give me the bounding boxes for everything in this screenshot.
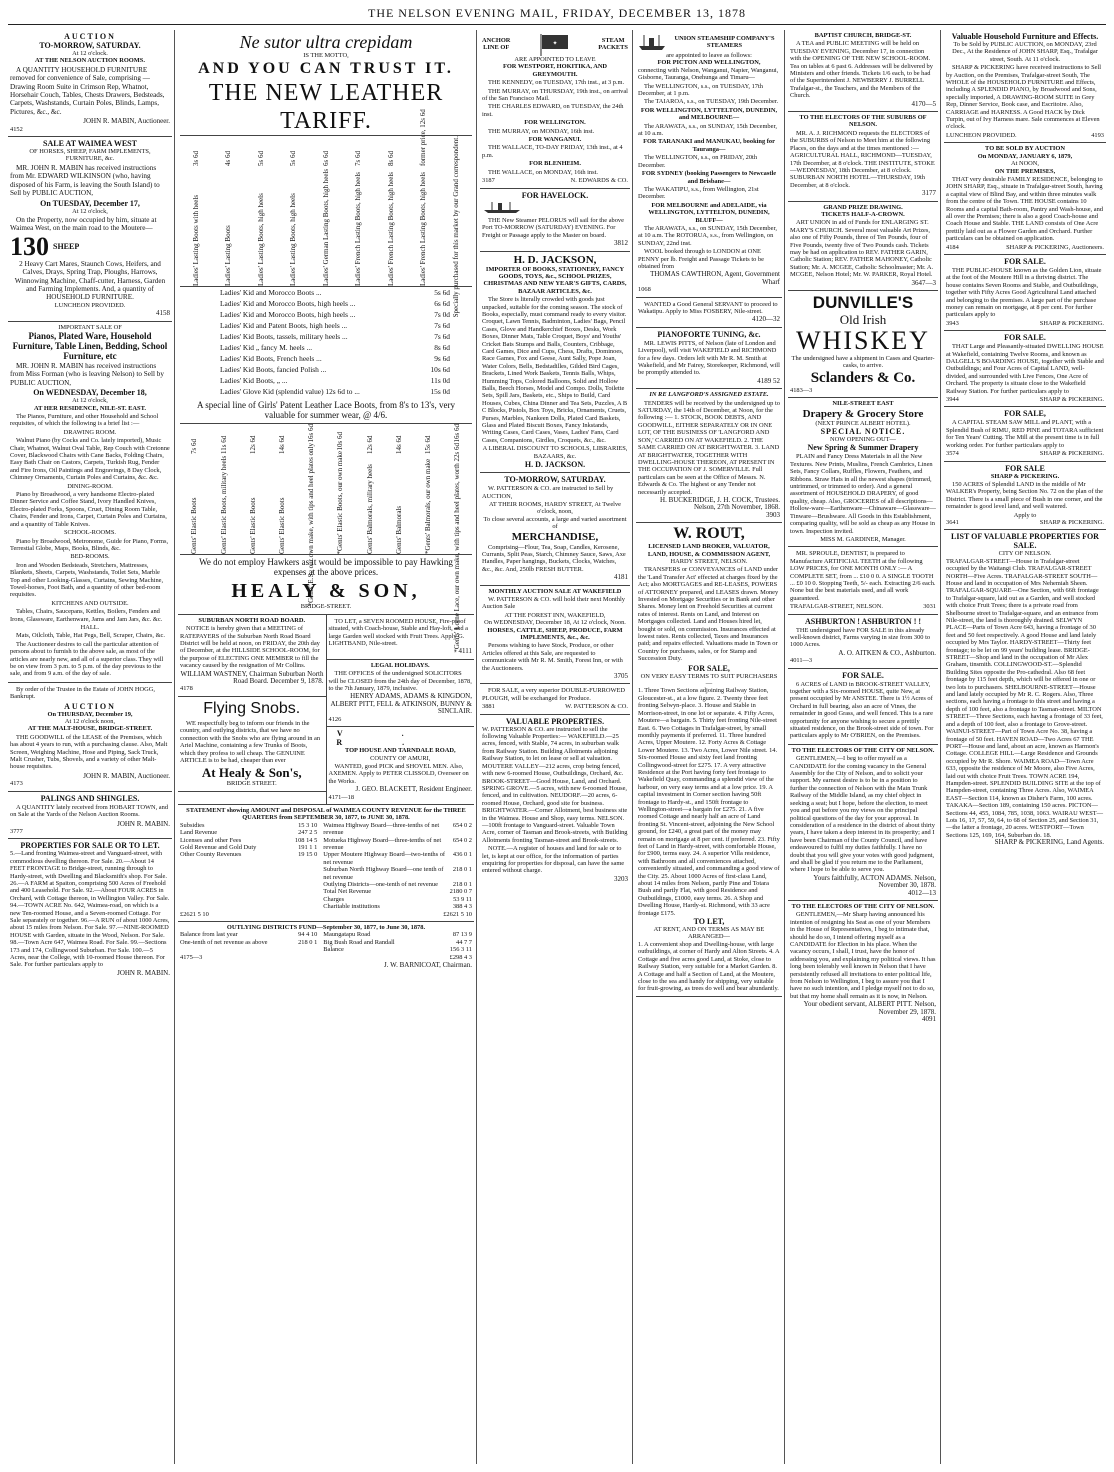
ledger-row — [180, 939, 317, 946]
boot-name: Ladies' French Lasting Boots, high heels — [386, 172, 395, 287]
ledger-amount: 247 2 5 — [298, 829, 318, 837]
ledger-item: Land Revenue — [180, 829, 218, 837]
ledger-item: Maungatapu Road — [323, 931, 371, 939]
boot-price: 7s 6d — [354, 151, 363, 167]
ledger-amount: 44 7 7 — [456, 938, 472, 946]
boot-entry — [257, 136, 265, 286]
boot-entry — [451, 136, 460, 318]
boot-price-row — [180, 309, 472, 320]
ledger-item: Balance from last year — [180, 931, 238, 939]
boot-price: 8s 6d — [434, 343, 450, 353]
boot-name: Gents' Elastic Boots — [277, 497, 286, 555]
ledger-row — [323, 822, 472, 837]
ledger-item: Other County Revenues — [180, 851, 242, 859]
boot-name: Ladies' Kid Boots, „ ... — [220, 376, 288, 386]
boot-price-row — [180, 298, 472, 309]
boot-name: Ladies' Kid and Patent Boots, high heels ... — [220, 321, 348, 331]
boot-entry — [192, 136, 200, 286]
boot-price: 14s 6d — [394, 435, 403, 455]
boot-price: 3s 6d — [192, 151, 201, 167]
boot-price: 5s 6d — [256, 151, 265, 167]
boot-entry — [419, 109, 428, 287]
ledger-row — [180, 844, 317, 851]
boot-name: Ladies' Kid „ fancy M. heels ... — [220, 343, 313, 353]
ledger-item: Licenses and other Fees — [180, 836, 242, 844]
waimea-county-statement: STATEMENT showing AMOUNT and DISPOSAL of WAIMEA COUNTY REVENUE for the THREE QUARTERS from SEPTEMBER 30, 1877, to JUNE 30, 1878. Subsidies 15 3 10 Land Revenue 247 2 5 Licenses and other Fees 108 14 5 Gold Revenue and Gold Duty 191 1 1 Other County Revenues 19 15 0 Waimea Highway Board—three-tenths of net revenue 654 0 2 Motueka Highway Board—three-tenths of net revenue 654 0 2 Upper Moutere Highway Board—two-tenths of net revenue 436 0 1 Suburban North Highway Board—one tenth of net revenue 218 0 1 Outlying Districts—one-tenth of net revenue 218 0 1 Total Net Revenue 2180 0 7 Charges 53 9 11 Charitable institutions 388 4 3 £2621 5 10 £2621 5 10 — [178, 805, 474, 922]
ledger-row — [323, 946, 472, 953]
ledger-item: Waimea Highway Board—three-tenths of net revenue — [323, 821, 440, 837]
boot-price: 10s 6d — [430, 365, 450, 375]
plough-for-sale-ad: FOR SALE, a very superior DOUBLE-FURROWED PLOUGH, will be exchanged for Produce. 3881 W. PATTERSON & CO. — [480, 684, 630, 714]
dentist-ad: MR. SPROULE, DENTIST, is prepared to Manufacture ARTIFICIAL TEETH at the following LOW PRICES, for ONE MONTH ONLY :— A COMPLETE SET, from ... £10 0 0. A SINGLE TOOTH ... £0 10 0. Stopping Teeth, 5/- each. Extracting 2/6 each. None but the best materials used, and all work guaranteed. TRAFALGAR-STREET, NELSON. 3031 — [788, 547, 938, 614]
boot-price: 4s 6d — [224, 151, 233, 167]
ledger-row — [180, 829, 317, 836]
ledger-row — [323, 866, 472, 881]
ledger-amount: 654 0 2 — [452, 836, 472, 844]
boot-entry — [289, 136, 297, 286]
boot-price: 15s 6d — [423, 435, 432, 455]
ledger-item: Total Net Revenue — [323, 888, 372, 896]
boot-name: Ladies' Kid Boots, fancied Polish ... — [220, 365, 327, 375]
outlying-districts-fund: OUTLYING DISTRICTS FUND—September 30, 1877, to June 30, 1878. Balance from last year 94 4 10 One-tenth of net revenue as above 218 0 1 Maungatapu Road 87 13 9 Big Bush Road and Randall 44 7 7 Balance 156 3 11 4175—3 £298 4 3 J. W. BARNICOAT, Chairman. — [180, 924, 472, 970]
boot-price: 9s 6d — [434, 354, 450, 364]
boot-name: Ladies' Kid and Morocco Boots ... — [220, 288, 322, 298]
hd-jackson-ad: H. D. JACKSON, IMPORTER OF BOOKS, STATIONERY, FANCY GOODS, TOYS, &c., SCHOOL PRIZES, CHRISTMAS AND NEW YEAR'S GIFTS, CARDS, BAZAAR ARTICLES, &c. The Store is literally crowded with goods just unpacked, suitable for the coming season. The stock of Books, especially, must command ready to every visitor. Croquet, Lawn Tennis, Badminton, Ladies' Bags, Pencil Cases, Glove and Handkerchief Boxes, Desks, Work Boxes, Dinner Mats, Table Croquet, Boys' and Youths' Cricket Bats Stumps and Balls, Counters, Cribbage, Card Games, Dice and Cups, Chess, Drafts, Dominoes, Race Games, Fox and Geese, Aunt Sally, Pope Joan, Water Colors, Bells, Bedstadilles, Gilded Bird Cages, Brackets, Lined Work Baskets, Tennis Balls, Whips, Humming Tops, Colored Balloons, Solid and Hollow Balls, Beech Horses, Model and Compo. Dolls, Toilette Sets, Spill Jars, Baskets, etc., Ships to Build, Card Houses, Cubes, China Dinner and Tea Sets, Puzzles, A B C Blocks, Pistols, Box Toys, Bricks, Ornaments, Cruets, Purses, Marbles, Nankeen Dolls, Plated Card Baskets, Glass and Plated Biscuit Boxes, Fancy Inkstands, Writing Cases, Card Cases, Vases, Ladies' Fans, Card Cases, Companions, Girdles, Croquets, &c., &c. A LIBERAL DISCOUNT TO SCHOOLS, LIBRARIES, BAZAARS, &c. H. D. JACKSON. — [480, 252, 630, 474]
column-6 — [944, 30, 1106, 1464]
ledger-amount: 156 3 11 — [449, 946, 472, 954]
family-residence-auction-ad: TO BE SOLD BY AUCTION On MONDAY, JANUARY 6, 1879, At NOON, ON THE PREMISES, THAT very desirable FAMILY RESIDENCE, belonging to JOHN SHARP, Esq., situate in Trafalgar-street South, having a capital view of Blind Bay, and within three minutes walk from the centre of the Town. THE HOUSE contains 10 Rooms and a capital Bath-room, Pantry and Wash-house, and all over the Premises; there is also a good Coach-house and Coach House and Stable. THE LAND consists of One Acre prettily laid out as a Flower Garden and Orchard. Further particulars can be obtained on application. 4184 SHARP & PICKERING, Auctioneers. — [944, 143, 1106, 255]
boot-name: Gents' Elastic Boots, military heels — [219, 456, 228, 555]
brook-street-sale-ad: FOR SALE. 6 ACRES of LAND in BROOK-STREET VALLEY, together with a Six-roomed HOUSE, quite New, at present occupied by Mr ANSTEE. There is 1½ Acres of Orchard in full bearing, also an acre of Vines, the remainder in good Grass, and well fenced. This is a rare opportunity for anyone wishing to secure a prettily situated residence, on the Brook-street side of town. For particulars apply to Mr O'BRIEN, on the Premises. — [788, 669, 938, 745]
ledger-amount: 436 0 1 — [452, 851, 472, 859]
palings-ad: PALINGS AND SHINGLES. A QUANTITY lately received from HOBART TOWN, and on Sale at the Yards of the Nelson Auction Rooms. JOHN R. MABIN. 3777 — [8, 792, 172, 840]
boot-name: Specially purchased for this market by our Grand correspondent. — [451, 136, 460, 318]
properties-ad: PROPERTIES FOR SALE OR TO LET. 5.—Land fronting Waimea-street and Vanguard-street, with commodious dwelling thereon. For Sale. 20.—About 14 FEET FRONTAGE to Bridge-street, running through to Hardy-street, with Dwelling and Blacksmith's shop. For Sale. 26.—A FARM at Spaiton, comprising 500 Acres of Freehold and 400 Leasehold. For Sale. 92.—About FOUR ACRES in Orchard, with Cottage thereon, in Wellington Valley. For Sale. 94.—TOWN ACRE No. 642, Waimea-road, on which is a new Ten-roomed House, and a Seven-roomed Cottage. For Sale separately or together. 96.—A RUN of about 1000 Acres, about 15 miles from Nelson. For Sale. 97.—NINE-ROOMED HOUSE with Garden, situate in the Wood, Nelson. For Sale. 98.—Town Acre 647, Waimea Road. For Sale. 99.—Sections 173 and 174, Collingwood Suburban. For Sale. 100.—5 Acres, near the College, with 10-roomed House thereon. For Sale. For further particulars apply to JOHN R. MABIN. — [10, 841, 170, 977]
ledger-item: Charitable institutions — [323, 903, 380, 911]
ledger-row — [323, 903, 472, 910]
ledger-row — [323, 881, 472, 888]
boot-entry — [224, 136, 232, 286]
ledger-item: Motueka Highway Board—three-tenths of net revenue — [323, 836, 442, 851]
legal-holidays-ad: LEGAL HOLIDAYS. THE OFFICES of the undersigned SOLICITORS will be CLOSED from the 24th day of December, 1878, to the 7th January, 1879, inclusive. HENRY ADAMS, ADAMS & KINGDON, ALBERT PITT, FELL & ATKINSON, BUNNY & SINCLAIR. 4126 — [327, 660, 475, 727]
ledger-amount: 53 9 11 — [453, 895, 472, 903]
ledger-row — [323, 896, 472, 903]
column-2 — [178, 30, 474, 1464]
ledger-amount: 108 14 5 — [294, 836, 318, 844]
boot-price-row — [180, 375, 472, 386]
boot-price-row — [180, 386, 472, 397]
ledger-item: Balance — [323, 946, 344, 954]
ledger-amount: 218 0 1 — [298, 938, 318, 946]
boot-entry — [453, 424, 462, 653]
boot-name: *Gents' E.S., our own make, with tips and heel plates only — [307, 442, 316, 607]
boot-entry — [322, 136, 330, 286]
boot-price: 11s 6d — [219, 436, 228, 455]
boot-price: 5s 6d — [434, 288, 450, 298]
havelock-ad: FOR HAVELOCK. THE New Steamer PELORUS will sail for the above Port TO-MORROW (SATURDAY) EVENING. For Freight or Passage apply to the Master on board. 3812 — [480, 189, 630, 252]
patterson-saturday-ad: TO-MORROW, SATURDAY. W. PATTERSON & CO. are instructed to Sell by AUCTION, AT THEIR ROOMS, HARDY STREET, At Twelve o'clock, noon, To close several accounts, a large and varied assortment of MERCHANDISE, Comprising—Flour, Tea, Soap, Candles, Kerosene, Currants, Split Peas, Starch, Chimney Sauce, Saws, Axe Handles, Paper hangings, Buckets, Clocks, Watches, &c., &c. And, 250lb FRESH BUTTER. 4181 — [480, 473, 630, 585]
boot-price-row — [180, 353, 472, 364]
puramahoi-sale-ad: FOR SALE SHARP & PICKERING. 150 ACRES of Splendid LAND in the middle of Mr WALKER's Property, being Section No. 72 on the plan of the District. There is a small piece of Bush in one corner, and the remainder is good level land, and well watered. Apply to 3641 SHARP & PICKERING. — [944, 462, 1106, 531]
healy-son-title: HEALY & SON, — [231, 580, 421, 603]
column-4 — [636, 30, 782, 1464]
ledger-amount: 87 13 9 — [452, 931, 472, 939]
boot-price-row — [180, 287, 472, 298]
ledger-item: Charges — [323, 895, 345, 903]
whiskey-heading: WHISKEY — [796, 326, 930, 355]
ledger-item: Outlying Districts—one-tenth of net revenue — [323, 881, 438, 888]
union-steamship-ad: UNION STEAMSHIP COMPANY'S STEAMERS are appointed to leave as follows: FOR PICTON AND WELLINGTON, connecting with Nelson, Wanganui, Napier, Wanganui, Gisborne, Tauranga, Onehunga and Timaru— The WELLINGTON, s.s., on TUESDAY, 17th December, at 1 p.m. The TAIAROA, s.s., on TUESDAY, 19th December. FOR WELLINGTON, LYTTELTON, DUNEDIN, and MELBOURNE— The ARAWATA, s.s., on SUNDAY, 15th December, at 10 a.m. FOR TARANAKI and MANUKAU, booking for Tauranga— The WELLINGTON, s.s., on FRIDAY, 20th December. FOR SYDNEY (booking Passengers to Newcastle and Brisbane— The WAKATIPU, s.s., from Wellington, 21st December. FOR MELBOURNE and ADELAIDE, via WELLINGTON, LYTTELTON, DUNEDIN, BLUFF— The ARAWATA, s.s., on SUNDAY, 15th December, at 10 a.m. The ROTORUA, s.s., from Wellington, on SUNDAY, 22nd inst. WOOL booked through to LONDON at ONE PENNY per lb. Freight and Passage Tickets to be obtained from THOMAS CAWTHRON, Agent, Government Wharf 1068 — [636, 30, 782, 298]
boot-price: 16s 6d — [453, 424, 462, 443]
boot-price: 7s 6d — [434, 321, 450, 331]
boot-name: Gents' Balmorals — [394, 506, 403, 555]
boot-name: *Gents' Balmorals, our own make — [423, 459, 432, 555]
albert-pitt-electors-ad: TO THE ELECTORS OF THE CITY OF NELSON. GENTLEMEN,—Mr Sharp having announced his intention of resigning his Seat as one of your Members in the House of Representatives, I beg to intimate that, should he do so, I intend offering myself as a CANDIDATE for Election in his place. When the vacancy occurs, I shall, I trust, have the honor of addressing you, and explaining my political views. It has long been tolerably well known in Nelson that I have persistently refused all invitations to enter political life, from Nelson to Wellington, I beg to assure you that I have no such intention, and I pledge myself not to do so, but that my home shall remain as it is now, in Nelson. Your obedient servant, ALBERT PITT. Nelson, November 29, 1878. 4091 — [790, 902, 936, 1024]
ledger-row — [180, 822, 317, 829]
boot-name: Ladies' French Lasting Boots, high heels — [354, 172, 363, 287]
boot-entry — [424, 424, 432, 554]
steamship-icon — [638, 32, 666, 52]
boot-name: Ladies' Kid and Morocco Boots, high heels ... — [220, 310, 356, 320]
boot-price: 12s 6d — [365, 435, 374, 455]
ashburton-ad: ASHBURTON ! ASHBURTON ! ! THE undersigned have FOR SALE in this already well-known district, Farms varying in size from 300 to 1000 Acres. A. O. AITKEN & CO., Ashburton. 4011—3 — [788, 615, 938, 669]
w-rout-ad: W. ROUT, LICENSED LAND BROKER, VALUATOR, LAND, HOUSE, & COMMISSION AGENT, HARDY STREET, NELSON. TRANSFERS or CONVEYANCES of LAND under the 'Land Transfer Act' effected at charges fixed by the Act; also MORTGAGES and RE-LEASES, POWERS of ATTORNEY prepared, and LEASES drawn. Money Invested on Mortgage Securities or in Bank and other Shares. Money lent on Freehold Securities at current rates of interest. Rents on Land, and Interest on Mortgages collected. Land and Houses hired let, bought or sold, on commission. Insurances effected at lowest rates. Rents collected, Taxes and Insurances paid; and repairs effected. Valuations made in Town or Country for purchases, sales, or for Stamp and Succession Duty. FOR SALE, ON VERY EASY TERMS TO SUIT PURCHASERS— 1. Three Town Sections adjoining Railway Station, Gloucester-st., at a low figure. 2. Twenty three feet fronting Selwyn-place. 3. House and Stable in Morrison-street, in one lot or separate. 4. Fifty Acres, Moutere—a bargain. 5. Thirty feet fronting Nile-street East. 6. Two Cottages in Trafalgar-street, by small monthly payments if preferred. 11. Three hundred Acres, Upper Moutere. 12. Forty Acres & Cottage Lower Moutere. 13. Two Acres, Lower Nile street. 14. Six-roomed House and sixty feet land fronting Collingwood-street for £275. 17. A very attractive Residence at the Port having forty feet frontage to Wakefield Quay, commanding a splendid view of the harbour, on very easy terms and at a low price. 19. A capital investment in Corner section having 50ft frontage to Hardy-st., and 150ft frontage to Wellington-street—a bargain for £275. 21. A five roomed Cottage and nearly half an acre of Land fronting St. Vincent-street, adjoining the New School ground, for £240, a great part of the money may remain on mortgage at 8 per cent. if preferred. 23. Fifty feet of Land in Hardy-street, with comfortable House, for £900, terms easy. 24. A superior Villa residence, with Bathroom and all conveniences attached, conveniently situated, and commanding a good view of the City. 25. About 1000 Acres of first-class Land, about 14 miles from Nelson, partly Pine and Totara Bush and partly Flat, with good Residence and Outbuildings, £1000, easy terms. 26. A Shop and Dwelling House, Hardy-st. Richmond, with 33 acre frontage £175. TO LET, AT RENT, AND ON TERMS AS MAY BE ARRANGED— 1. A convenient shop and Dwelling-house, with large outbuildings, at corner of Hardy and Alton Streets. 4. A Cottage and five acres good Land, at Stoke, close to Railway Station, very suitable for a Market Garden. 8. A Cottage and half a Section of Land, at the Moutere, close to the sea and handy for shipping, very suitable for fruit-growing, as trees do well and bear abundantly. — [636, 523, 782, 997]
top-rule — [8, 24, 1106, 25]
boot-name: Ladies' Kid Boots, French heels ... — [220, 354, 322, 364]
ledger-row — [323, 939, 472, 946]
ledger-item: Suburban North Highway Board—one tenth of net revenue — [323, 866, 444, 881]
boot-entry — [395, 424, 403, 554]
boot-price: 5s 6d — [289, 151, 298, 167]
boot-name: Gents' Elastic Boots — [190, 497, 199, 555]
boot-price-row — [180, 364, 472, 375]
ledger-item: Subsidies — [180, 821, 205, 829]
boot-price: 11s 0d — [430, 376, 450, 386]
ledger-amount: 218 0 1 — [452, 866, 472, 874]
ledger-amount: 388 4 3 — [452, 903, 472, 911]
public-house-sale-ad: FOR SALE. THE PUBLIC-HOUSE known as the Golden Lion, situate at the foot of the Moutere Hill in a thriving district. The house contains Seven Rooms and Stable, and Outbuildings, together with Fifty Acres Good Agricultural Land attached and belonging to the premises. A large part of the purchase money can remain on mortgage, at 8 per cent. For further particulars apply to 3943 SHARP & PICKERING. — [944, 255, 1106, 331]
ledger-amount: 2180 0 7 — [449, 888, 472, 896]
flag-icon — [537, 32, 571, 56]
flying-snobs-ad: Flying Snobs. WE respectfully beg to inform our friends in the country, and outlying districts, that we have no connection with the Snobs who are flying around in an Ariel Machine, containing a few Trunks of Boots, which they profess to sell cheap. The GENUINE ARTICLE is to be had, cheaper than ever At Healy & Son's, BRIDGE STREET. — [178, 697, 326, 792]
ledger-row — [180, 851, 317, 858]
boot-price-row — [180, 320, 472, 331]
valuable-properties-ad: VALUABLE PROPERTIES. W. PATTERSON & CO. are instructed to sell the following Valuable Properties:— WAKEFIELD.—25 acres, fenced, with Stable, 74 acres, in suburban walk from Railway Station. Building Allotments adjoining Railway Station, to let on lease or sell at valuation. MOUTERE VALLEY—212 acres, crop being fenced, with new 6-roomed House, Outbuildings, Orchard, &c. BROOK-STREET—Good House, Land, and Orchard. SPRING GROVE.—5 acres, with new 6-roomed House, fenced, and in cultivation. NEUDORF.—20 acres, 6-roomed House, Orchard, good site for business. BRIGHTWATER.—Corner Allotment, best business site in the Waimea. House and Shop, easy terms. NELSON.—100ft frontage to Vanguard-street. Valuable Town Acre, corner of Tasman and Brook-streets, with Building Allotments fronting Tasman-street and Brook-streets. NOTE.—A register of houses and land for sale or to let, is kept at our office, for the information of parties enquiring for properties for disposal, can have the same entered without charge. 3203 — [482, 716, 628, 883]
boot-name: Gents' Balmorals, military heels — [365, 464, 374, 555]
auction-ad-waimea-west: SALE AT WAIMEA WEST OF HORSES, SHEEP, FARM IMPLEMENTS, FURNITURE, &c. MR. JOHN R. MABIN has received instructions from Mr. EDWARD WILKINSON (who, having disposed of his Farm, is leaving the South Island) to Sell by PUBLIC AUCTION, On TUESDAY, December 17, At 12 o'clock, On the Property, now occupied by him, situate at Waimea West, on the main road to the Moutere— 130 SHEEP 2 Heavy Cart Mares, Staunch Cows, Heifers, and Calves, Drays, Spring Trap, Ploughs, Harrows, Winnowing Machine, Chaff-cutter, Harness, Garden and Farming Implements. And, a quantity of HOUSEHOLD FURNITURE. LUNCHEON PROVIDED. 4158 — [8, 137, 172, 322]
boot-entry — [336, 424, 344, 554]
auction-ad-saturday: AUCTION TO-MORROW, SATURDAY. At 12 o'clock. AT THE NELSON AUCTION ROOMS. A QUANTITY HOUSEHOLD FURNITURE removed for convenience of Sale, comprising — Drawing Room Suite in Crimson Rep, Whatnot, Horsehair Couch, Tables, Chests Drawers, Bedsteads, Carpets, Washstands, Curtain Poles, Blinds, Lamps, Pictures, &c., &c. JOHN R. MABIN, Auctioneer. 4152 — [8, 30, 172, 137]
acton-adams-electors-ad: TO THE ELECTORS OF THE CITY OF NELSON. GENTLEMEN,—I beg to offer myself as a CANDIDATE for the coming vacancy in the General Assembly for the City of Nelson, and to solicit your support. My earnest desire is to be in a position to further the connection of Nelson with the Main Trunk Railway of the Middle Island, as my chief object in seeking a seat; but I hope, before the election, to meet you and put before you my views on the principal political questions of the day for your approval. In consideration of a residence in the district of about thirty years, I have taken a deep interest in its prosperity; and I have been Chairman of the County Council, and have endeavoured to fulfil my duties faithfully. I have no doubt that you will give your votes with good judgment, and shall be glad if you return me to the Parliament, where I hope to be able to serve you. Yours faithfully, ACTON ADAMS. Nelson, November 30, 1878. 4012—13 — [788, 745, 938, 901]
ledger-row — [180, 931, 317, 938]
boot-price: 10s 6d — [336, 432, 345, 451]
baptist-church-ad: BAPTIST CHURCH, BRIDGE-ST. A TEA and PUBLIC MEETING will be held on TUESDAY EVENING, December 17, in connection with the OPENING OF THE NEW SCHOOL-ROOM. Tea on tables at 6 past 6. Addresses will be delivered by Ministers and other friends. Tickets 1/6 each, to be had of the Superintendent J. NEWBERRY J. BURRELL Trafalgar-st., the Teachers, and the Members of the Church. 4170—5 — [788, 30, 938, 112]
boot-price-row — [180, 331, 472, 342]
dunvilles-whiskey-ad: DUNVILLE'S Old Irish WHISKEY The undersigned have a shipment in Cases and Quarter-casks, to arrive. Sclanders & Co. 4183—3 — [788, 291, 938, 398]
langford-estate-ad: IN RE LANGFORD'S ASSIGNED ESTATE. TENDERS will be received by the undersigned up to SATURDAY, the 14th of December, at Noon, for the following :— 1. STOCK, BOOK DEBTS, AND GOODWILL, EITHER SEPARATELY OR IN ONE LOT, OF THE BUSINESS OF 'LANGFORD AND SON,' CARRIED ON AT WAKEFIELD. 2. THE SAME CARRIED ON AT BRIGHTWATER. 3. LAND AT BRIGHTWATER, TOGETHER WITH DWELLING-HOUSE THEREON, AT PRESENT IN THE OCCUPATION OF J. SOMERVILLE. Full particulars can be seen at the Office of Messrs. N. Edwards & Co. The highest or any Tender not necessarily accepted. H. BUCKERIDGE, J. H. COCK, Trustees. Nelson, 27th November, 1868. 3903 — [636, 389, 782, 523]
column-3 — [480, 30, 630, 1464]
ledger-row — [323, 888, 472, 895]
boot-name: Ladies' German Lasting Boots, high heels — [321, 169, 330, 287]
leather-tariff-ad: Ne sutor ultra crepidam IS THE MOTTO, AND YOU CAN TRUST IT. THE NEW LEATHER TARIFF. 3s 6d Ladies' Lasting Boots with heels 4s 6d Ladies' Lasting Boots 5s 6d Ladies' Lasting Boots, high heels 5s 6d Ladies' Lasting Boots, high heels 6s 6d Ladies' German Lasting Boots, high heels 7s 6d Ladies' French Lasting Boots, high heels 8s 6d Ladies' French Lasting Boots, high heels former price, 12s 6d Ladies' French Lasting Boots, high heels Specially purchased for this market by our Grand correspondent. Ladies' Kid and Morocco Boots ... 5s 6d Ladies' Kid and Morocco Boots, high heels ... 6s 6d Ladies' Kid and Morocco Boots, high heels ... 7s 0d Ladies' Kid and Patent Boots, high heels ... 7s 6d Ladies' Kid Boots, tassels, military heels ... 7s 6d Ladies' Kid „ fancy M. heels ... 8s 6d Ladies' Kid Boots, French heels ... 9s 6d Ladies' Kid Boots, fancied Polish ... 10s 6d Ladies' Kid Boots, „ ... 11s 0d Ladies' Glove Kid (splendid value) 12s 6d to ... 15s 0d A special line of Girls' Patent Leather Lace Boots, from 8's to 13's, very valuable for summer wear, @ 4/6. 7s 6d Gents' Elastic Boots 11s 6d Gents' Elastic Boots, military heels 12s 6d Gents' Elastic Boots 14s 6d Gents' Elastic Boots 16s 6d *Gents' E.S., our own make, with tips and heel plates only 10s 6d *Gents' Elastic Boots, our own make 12s 6d Gents' Balmorals, military heels 14s 6d Gents' Balmorals 15s 6d *Gents' Balmorals, our own make 16s 6d *Gents' Lorne Lace, our own make, with tips and heel plates, worth 22s 6d We do not employ Hawkers as it would be impossible to pay Hawking expenses at the above prices. HEALY & SON, BRIDGE-STREET. — [178, 30, 474, 615]
suburban-road-board-ad: SUBURBAN NORTH ROAD BOARD. NOTICE is hereby given that a MEETING of RATEPAYERS of the Suburban North Road Board District will be held at noon, on FRIDAY, the 20th day of December, at the HILLSIDE SCHOOL-ROOM, for the purpose of ELECTING ONE MEMBER to fill the vacancy caused by the resignation of Mr Collins. WILLIAM WASTNEY, Chairman Suburban North Road Board. December 9, 1878. 4178 — [178, 615, 326, 697]
boot-name: Ladies' Lasting Boots, high heels — [256, 193, 265, 287]
boot-name: Ladies' Kid Boots, tassels, military heels ... — [220, 332, 348, 342]
ledger-amount: 19 15 0 — [298, 851, 318, 859]
prize-drawing-ad: GRAND PRIZE DRAWING. TICKETS HALF-A-CROWN. ART UNION in aid of Funds for ENLARGING ST. MARY'S CHURCH. Several most valuable Art Prizes, also one of Fifty Pounds, three of Ten Pounds, four of Five Pounds, twenty five of Two Pounds cash. Tickets may be had on application to REV. FATHER GARIN, Catholic Station; REV. FATHER MAHONEY, Catholic Station; Mr. A. MCGEE, Catholic Schoolmaster; Mr. A. MCGEE, Nelson Hotel; Mr. W. PARKER, Royal Hotel. 3647—3 — [788, 202, 938, 291]
ledger-amount: 15 3 10 — [298, 821, 318, 829]
ledger-row — [180, 837, 317, 844]
monthly-auction-wakefield-ad: MONTHLY AUCTION SALE AT WAKEFIELD W. PATTERSON & CO. will hold their next Monthly Auction Sale AT THE FOREST INN, WAKEFIELD, On WEDNESDAY, December 18, At 12 o'clock, Noon. HORSES, CATTLE, SHEEP, PRODUCE, FARM IMPLEMENTS, &c., &c. Persons wishing to have Stock, Produce, or other Articles offered at this Sale, are requested to communicate with Mr R. M. Smith, Forest Inn, or with the Auctioneers. 3705 — [480, 586, 630, 685]
svg-text:✦: ✦ — [552, 41, 558, 47]
auction-ad-pianos: IMPORTANT SALE OF Pianos, Plated Ware, Household Furniture, Table Linen, Bedding, School Furniture, etc MR. JOHN R. MABIN has received instructions from Miss Forman (who is leaving Nelson) to Sell by PUBLIC AUCTION, On WEDNESDAY, December 18, At 12 o'clock, AT HER RESIDENCE, NILE-ST. EAST. The Pianos, Furniture, and other Household and School requisites, of which the following is a brief list :— DRAWING ROOM. Walnut Piano (by Cocks and Co. lately imported), Music Chair, Whatnot, Walnut Oval Table, Rep Couch with Cretonne Cover, Blackwood Chairs with Cane Backs, Folding Chairs, Easy Bath Chair on Castors, Carpets, Turkish Rug, Fender and Fire Irons, Oil Paintings and Engravings, 8 Day Clock, Chimney Ornaments, Curtain Poles and Curtains, &c. &c. DINING-ROOM. Piano by Broadwood, a very handsome Electro-plated Dinner Service and Coffee Stand, Ivory Handled Knives, Electro-plated Forks, Spoons, Cruet, Dining Room Table, Chairs, Fender and Irons, Carpet, Curtain Poles and Curtains, and a quantity of Table Knives. SCHOOL-ROOMS. Piano by Broadwood, Metronome, Guide for Piano, Forms, Terrestial Globe, Maps, Books, Blinds, &c. BED-ROOMS. Iron and Wooden Bedsteads, Stretchers, Mattresses, Blankets, Sheets, Carpets, Washstands, Toilet Sets, Marble Top and other Looking-Glasses, Curtains, Sewing Machine, Towel-horses, Foot Bath, and a quantity of other bed-room requisites. KITCHENS AND OUTSIDE. Tables, Chairs, Saucepans, Kettles, Boilers, Fenders and Irons, Glassware, Earthenware, Jams and Jam Jars, &c. &c. HALL. Mats, Oilcloth, Table, Hat Pegs, Bell, Scraper, Chairs, &c. The Auctioneer desires to call the particular attention of persons about to furnish to the above sale, as most of the articles are nearly new, and all of a superior class. They will be on view from 3 p.m. to 5 p.m. of the day previous to the sale, and from 9 a.m. of the day of sale. — [8, 322, 172, 683]
boot-name: *Gents' Lorne Lace, our own make, with tips and heel plates, worth 22s 6d — [453, 442, 462, 653]
boot-price: 6s 6d — [434, 299, 450, 309]
saw-mill-sale-ad: FOR SALE, A CAPITAL STEAM SAW MILL and PLANT, with a Splendid Bush of RIMU, RED PINE and TOTARA sufficient for Ten Years' Cutting. The Mill at the present time is in full working order. For further particulars apply to 3574 SHARP & PICKERING. — [944, 407, 1106, 461]
boot-entry — [220, 424, 228, 554]
boot-name: Ladies' Lasting Boots, high heels — [289, 193, 298, 287]
boot-price: 7s 6d — [190, 439, 199, 455]
ledger-item: One-tenth of net revenue as above — [180, 938, 268, 946]
household-furniture-ad: Valuable Household Furniture and Effects. To be Sold by PUBLIC AUCTION, on MONDAY, 23rd Dec., At the Residence of JOHN SHARP, Esq., Trafalgar street, South. At 11 o'clock. SHARP & PICKERING have received instructions to Sell by Auction, on the Premises, Trafalgar-street South, The WHOLE of the HOUSEHOLD FURNITURE and Effects, including A SPLENDID PIANO, by Broadwood and Sons, specially imported, A DRAWING-ROOM SUITE in Grey Rep, Dinner Service, Book case, and Escritoire. Also, CARRIAGE and HARNESS. A Good HACK by Dick Turpin, out of Ivy Harness mare. Sale commences at Eleven o'clock. LUNCHEON PROVIDED. 4193 — [944, 30, 1106, 143]
boot-price: 15s 0d — [430, 387, 450, 397]
boot-price: 8s 6d — [386, 151, 395, 167]
suburbs-electors-ad: TO THE ELECTORS OF THE SUBURBS OF NELSON. MR. A. J. RICHMOND requests the ELECTORS of the SUBURBS of Nelson to Meet him at the following Places, on the days and at the times mentioned :— AGRICULTURAL HALL, RICHMOND—TUESDAY, 17th December, at 8 o'clock. THE INSTITUTE, STOKE—WEDNESDAY, 18th December, at 8 o'clock. SUBURBAN NORTH HOTEL—THURSDAY, 19th December, at 8 o'clock. 3177 — [788, 112, 938, 201]
boot-entry — [387, 136, 395, 286]
pianoforte-tuning-ad: PIANOFORTE TUNING, &c. MR. LEWIS PITTS, of Nelson (late of London and Liverpool), will visit WAKEFIELD and RICHMOND for a few days. Orders left with Mr R. M. Smith at Wakefield, and Mr Fairey, Storekeeper, Richmond, will be promptly attended to. 4189 52 — [636, 328, 782, 389]
ledger-item: Upper Moutere Highway Board—two-tenths of net revenue — [323, 851, 446, 866]
ledger-row — [323, 931, 472, 938]
boot-name: Ladies' Lasting Boots — [224, 225, 233, 287]
boot-name: Gents' Elastic Boots — [248, 497, 257, 555]
boot-price: 7s 6d — [434, 332, 450, 342]
boot-price: 16s 6d — [307, 424, 316, 443]
wanted-servant-ad: WANTED a Good General SERVANT to proceed to Wakatipu. Apply to Miss FOSBERY, Nile-street. 4120—32 — [636, 298, 782, 328]
ledger-item: Big Bush Road and Randall — [323, 938, 395, 946]
boot-entry — [278, 424, 286, 554]
ledger-amount: 654 0 2 — [452, 821, 472, 829]
boot-price: 12s 6d — [248, 435, 257, 455]
steamer-icon — [482, 200, 522, 214]
masthead: THE NELSON EVENING MAIL, FRIDAY, DECEMBER 13, 1878 — [367, 6, 746, 20]
ledger-amount: 191 1 1 — [298, 843, 318, 851]
to-let-ad: TO LET, a SEVEN ROOMED HOUSE, Fire-proof situated, with Coach-house, Stable and Hay-loft, and a large Garden well stocked with Fruit Trees. Apply G. LIGHTBAND, Nile-street. 4111 — [327, 615, 475, 660]
boot-price: 7s 0d — [434, 310, 450, 320]
ladies-kid-boots-list — [180, 287, 472, 397]
boot-entry — [249, 424, 257, 554]
boot-price: 6s 6d — [321, 151, 330, 167]
column-5 — [788, 30, 938, 1464]
boot-name: Ladies' Kid and Morocco Boots, high heels ... — [220, 299, 356, 309]
boot-name: Ladies' French Lasting Boots, high heels — [419, 172, 428, 287]
boot-price: former price, 12s 6d — [419, 109, 428, 167]
boot-name: Ladies' Lasting Boots with heels — [192, 195, 201, 287]
boot-price: 14s 6d — [277, 435, 286, 455]
ledger-amount: 94 4 10 — [298, 931, 318, 939]
boot-name: Ladies' Glove Kid (splendid value) 12s 6d to ... — [220, 387, 360, 397]
ledger-row — [323, 851, 472, 866]
top-house-road-ad: V. R. TOP HOUSE AND TARNDALE ROAD, COUNTY OF AMURI, WANTED, good PICK and SHOVEL MEN. Also, AXEMEN. Apply to PETER CLISSOLD, Overseer on the Works. J. GEO. BLACKETT, Resident Engineer. 4171—18 — [328, 729, 472, 801]
ledger-amount: 218 0 1 — [452, 881, 472, 888]
boot-entry — [190, 424, 198, 554]
dwelling-house-sale-ad: FOR SALE. THAT Large and Pleasantly-situated DWELLING HOUSE at Wakefield, containing Twelve Rooms, and known as DALGELL'S BOARDING HOUSE, together with Stable and Outbuildings; and Four Acres of Capital LAND, well-divided, and surrounded with Live Fences, One Acre of Orchard. The property is situate close to the Wakefield Railway Station. For further particulars apply to 3944 SHARP & PICKERING. — [944, 331, 1106, 407]
ledger-row — [323, 837, 472, 852]
boot-entry — [307, 424, 316, 607]
auction-ad-malt-house: By order of the Trustee in the Estate of JOHN HOGG, Bankrupt. AUCTION On THURSDAY, December 19, At 12 o'clock noon, AT THE MALT-HOUSE, BRIDGE-STREET. THE GOODWILL of the LEASE of the Premises, which has about 4 years to run, with a purchasing clause. Also, Malt Screen, Weighing Machine, Hose and Piping, Sack Truck, Malt Crusher, Tubs, Shovels, and a variety of other Malt-house requisites. JOHN R. MABIN, Auctioneer. 4173 — [8, 683, 172, 792]
ledger-item: Gold Revenue and Gold Duty — [180, 843, 257, 851]
column-1 — [8, 30, 172, 1464]
valuable-properties-list: LIST OF VALUABLE PROPERTIES FOR SALE. CITY OF NELSON. TRAFALGAR-STREET—House in Trafalgar-street occupied by the Waitangi Club. TRAFALGAR-STREET NORTH—Five Acres. TRAFALGAR-STREET SOUTH—House and land in occupation of Mrs Nehemiah Sheen. TRAFALGAR-SQUARE—One Section, with 66ft frontage to Trafalgar-square, laid out as a Garden, and well stocked with choice Fruit Trees; there is a private road from Shelbourne street to Trafalgar-square, and an entrance from Nile-street, the land is thoroughly drained. SELWYN PLACE—Parts of Town Acre 643, having a frontage of 30 feet and 50 feet respectively. A good House and land lately occupied by Mrs Taylor. HARDY-STREET—Thirty feet frontage; to be let on 99 years' building lease. BRIDGE-STREET—Shop and land in the occupation of Mr Alex Graham, tinsmith. COLLINGWOOD-ST.—Splendid Building Sites opposite the Pro-cathedral. Also 68 feet frontage by 115 feet depth, which will be offered in one or two lots to purchasers. SHELBOURNE-STREET—House and land lately occupied by Mr R. C. Rogers. Also, Three sections, each having a frontage to this street and having a depth of 100 feet, also a frontage to Tasman-street. MILTON STREET—Three Sections, each having a frontage of 33 feet, and a depth of 100 feet, also a frontage to Grove-street. WAINUI-STREET—Part of Town Acre No. 38, having a frontage of 50 feet. HAVEN ROAD—Two Acres 67 THE PORT—House and land, about an acre, known as Harmon's Cottage. COLLEGE HILL—Large Residence and Grounds occupied by Mr R. Shore. WAIMEA ROAD—Town Acre 633, opposite the residence of Mr Moore, also Five Acres, laid out with choice Fruit Trees. TOWN ACRE 194, Hampden-street. SPLENDID BUILDING SITE at the top of Hampden-street, containing Three Acres. Also, WAIMEA EAST—Section 114, known as Disher's Farm, 100 acres. TAKAKA—Section 189, containing 150 acres. PICTON—Sections 44, 455, 1084, 785, 1038, 1063. WAIRAU WEST—Lots 16, 17, 57, 59, 64, to 68 of Section 25, and Section 31,—the latter a frontage, 20 acres. WESTPORT—Town Sections 125, 169, 164, Suburban do. 18. SHARP & PICKERING, Land Agents. — [946, 532, 1104, 847]
drapery-grocery-ad: NILE-STREET EAST Drapery & Grocery Store (NEXT PRINCE ALBERT HOTEL). SPECIAL NOTICE. NOW OPENING OUT— New Spring & Summer Drapery PLAIN and Fancy Dress Materials in all the New Textures. New Prints, Muslins, French Cambrics, Linen Sets, Fancy Collars, Ruffles, Flowers, Feathers, and Ribbons. Straw Hats in all the newest shapes (trimmed, untrimmed, or trimmed to order). And a general assortment of HOUSEHOLD DRAPERY, of good quality, cheap. Also, GROCERIES of all descriptions—Hollow-ware—Earthenware—Chinaware—Glassware—Tinware—Brushware. All Goods in this Establishment, comparing quality, will be sold as cheap as any House in town. Inspection invited. MISS M. GARDINER, Manager. — [788, 398, 938, 547]
boot-entry — [366, 424, 374, 554]
tariff-heading: THE NEW LEATHER TARIFF. — [208, 80, 444, 135]
anchor-steam-packets-ad: ANCHOR LINE OF ✦ STEAM PACKETS ARE APPOINTED TO LEAVE FOR WESTPORT, HOKITIKA, AND GREYMOUTH. THE KENNEDY, on TUESDAY, 17th inst., at 3 p.m. THE MURRAY, on THURSDAY, 19th inst., on arrival of the San Francisco Mail. THE CHARLES EDWARD, on TUESDAY, the 24th inst. FOR WELLINGTON. THE MURRAY, on MONDAY, 16th inst. FOR WANGANUI. THE WALLACE, TO-DAY FRIDAY, 13th inst., at 4 p.m. FOR BLENHEIM. THE WALLACE, on MONDAY, 16th inst. 3187 N. EDWARDS & CO. — [480, 30, 630, 189]
boot-price-row — [180, 342, 472, 353]
boot-entry — [354, 136, 362, 286]
boot-name: *Gents' Elastic Boots, our own make — [336, 450, 345, 555]
